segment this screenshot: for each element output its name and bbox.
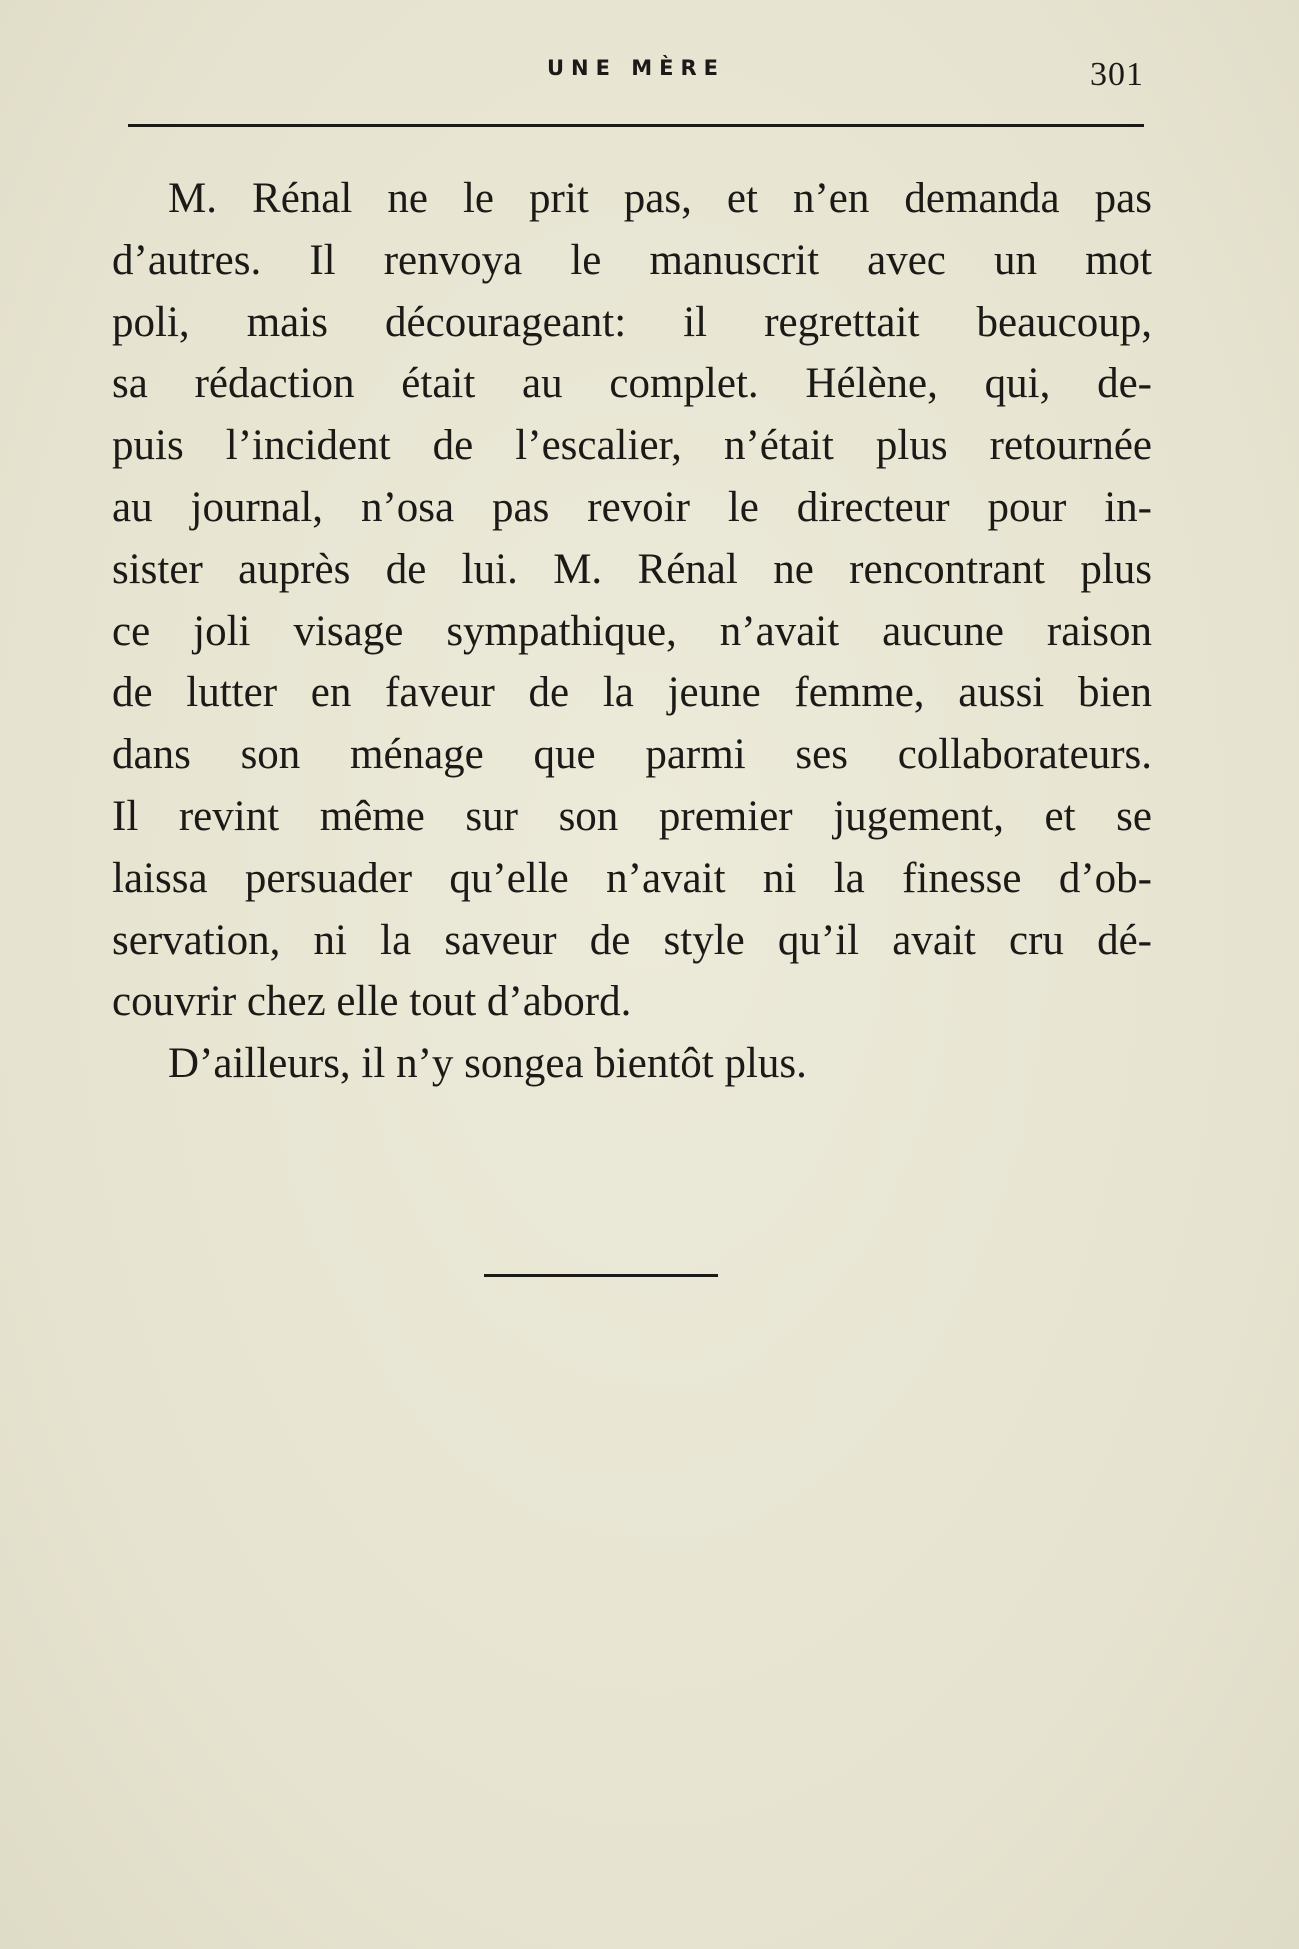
text-line: sister auprès de lui. M. Rénal ne rencontrant plus [112,545,1152,593]
text-line: dans son ménage que parmi ses collaborateurs. [112,731,1152,779]
section-end-rule [484,1274,718,1277]
text-line: M. Rénal ne le prit pas, et n’en demanda pas [168,175,1152,222]
text-line: Il revint même sur son premier jugement, et se [112,792,1152,840]
text-line: de lutter en faveur de la jeune femme, aussi bien [112,669,1152,717]
running-title: UNE MÈRE [546,56,726,80]
paragraph [112,168,1152,1033]
running-head [128,56,1144,96]
text-line: poli, mais décourageant: il regrettait beaucoup, [112,298,1152,346]
text-line: D’ailleurs, il n’y songea bientôt plus. [168,1040,807,1088]
text-line: laissa persuader qu’elle n’avait ni la finesse d’ob- [112,854,1152,902]
header-rule [128,124,1144,127]
text-line: ce joli visage sympathique, n’avait aucune raison [112,607,1152,655]
text-line: servation, ni la saveur de style qu’il avait cru dé- [112,916,1152,964]
body-text [112,168,1152,1095]
text-line: sa rédaction était au complet. Hélène, qui, de- [112,360,1152,408]
text-line: puis l’incident de l’escalier, n’était plus retournée [112,422,1152,470]
paragraph [112,1033,1152,1095]
text-line: au journal, n’osa pas revoir le directeur pour in- [112,483,1152,531]
text-line: d’autres. Il renvoya le manuscrit avec un mot [112,236,1152,284]
text-line: couvrir chez elle tout d’abord. [112,978,632,1026]
page-number: 301 [1090,56,1144,93]
